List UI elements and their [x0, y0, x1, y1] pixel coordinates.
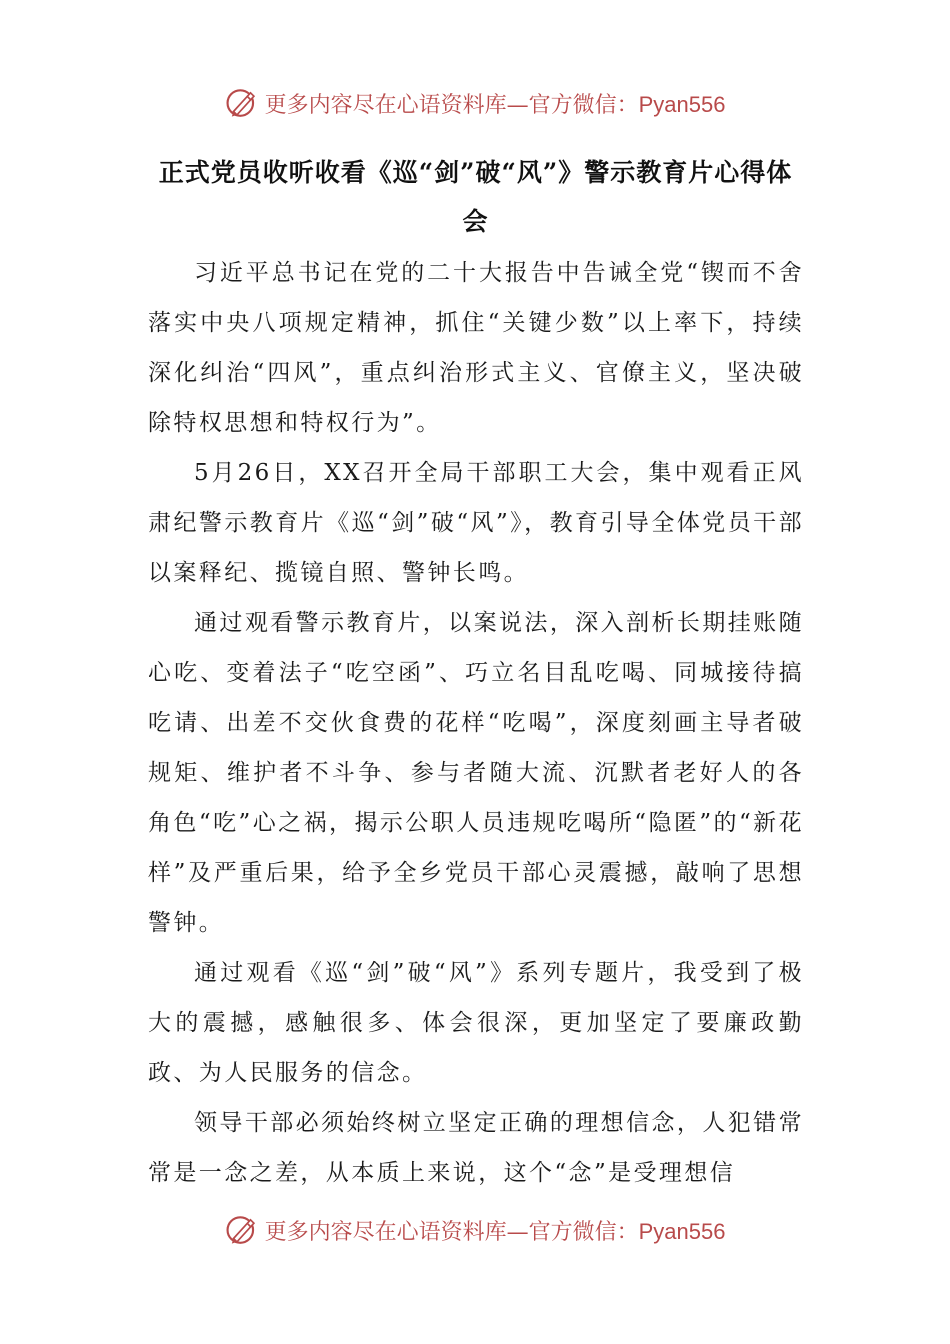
document-title: 正式党员收听收看《巡“剑”破“风”》警示教育片心得体会 [158, 158, 793, 236]
pen-logo-icon [225, 1213, 259, 1247]
paragraph: 5月26日，XX召开全局干部职工大会，集中观看正风肃纪警示教育片《巡“剑”破“风”》，教育引导全体党员干部以案释纪、揽镜自照、警钟长鸣。 [148, 460, 804, 586]
header-watermark-banner [0, 78, 950, 128]
paragraph: 通过观看警示教育片，以案说法，深入剖析长期挂账随心吃、变着法子“吃空函”、巧立名目乱吃喝、同城接待搞吃请、出差不交伙食费的花样“吃喝”，深度刻画主导者破规矩、维护者不斗争、参与者随大流、沉默者老好人的各角色“吃”心之祸，揭示公职人员违规吃喝所“隐匿”的“新花样”及严重后果，给予全乡党员干部心灵震撼，敲响了思想警钟。 [148, 610, 804, 936]
watermark-text: 更多内容尽在心语资料库—官方微信：Pyan556 [264, 91, 726, 118]
paragraph: 领导干部必须始终树立坚定正确的理想信念，人犯错常常是一念之差，从本质上来说，这个“念”是受理想信 [148, 1110, 804, 1186]
paragraph: 通过观看《巡“剑”破“风”》系列专题片，我受到了极大的震撼，感触很多、体会很深，更加坚定了要廉政勤政、为人民服务的信念。 [148, 960, 804, 1086]
footer-watermark-banner [0, 1205, 950, 1255]
paragraph: 习近平总书记在党的二十大报告中告诫全党“锲而不舍落实中央八项规定精神，抓住“关键少数”以上率下，持续深化纠治“四风”，重点纠治形式主义、官僚主义，坚决破除特权思想和特权行为”。 [148, 260, 804, 436]
watermark-text: 更多内容尽在心语资料库—官方微信：Pyan556 [264, 1218, 726, 1245]
pen-logo-icon [225, 86, 259, 120]
document-body [148, 248, 804, 1198]
